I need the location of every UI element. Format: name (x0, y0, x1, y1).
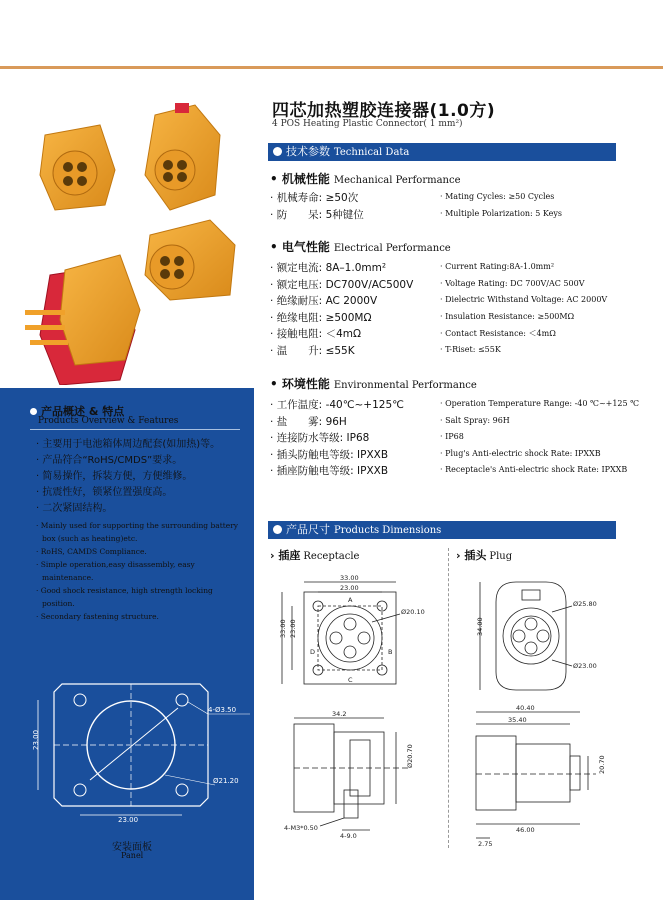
p-width2-label: 35.40 (508, 716, 527, 724)
list-item: · Secondary fastening structure. (36, 612, 159, 621)
pos-d-label: D (310, 648, 316, 656)
list-item: · RoHS, CAMDS Compliance. (36, 547, 147, 556)
p-width3-label: 46.00 (516, 826, 535, 834)
electrical-rows (270, 260, 630, 360)
overview-list (36, 437, 240, 623)
r-gap-label: 4-9.0 (340, 832, 357, 840)
list-item: · Simple operation,easy disassembly, easy maintenance. (36, 560, 195, 582)
receptacle-photo (40, 125, 115, 210)
panel-drawing (20, 670, 250, 845)
product-photo (20, 95, 250, 385)
spec-row: · 插座防触电等级: IPXXB · Receptacle's Anti-electric shock Rate: IPXXB (270, 465, 628, 478)
pos-b-label: B (388, 648, 393, 656)
receptacle-side-drawing (280, 710, 440, 840)
list-item: · Good shock resistance, high strength locking position. (36, 586, 213, 608)
spec-row: · 接触电阻: ＜4mΩ · Contact Resistance: ＜4mΩ (270, 328, 556, 341)
r-height-outer-label: 33.00 (279, 619, 287, 638)
overview-subtitle: Products Overview & Features (38, 416, 179, 426)
r-height-inner-label: 23.00 (289, 619, 297, 638)
panel-dia-label: Ø21.20 (213, 777, 239, 785)
p-small-label: 2.75 (478, 840, 493, 848)
electrical-heading: • 电气性能 Electrical Performance (270, 240, 451, 254)
spec-row: · 机械寿命: ≥50次 · Mating Cycles: ≥50 Cycles (270, 192, 555, 204)
spec-row: · 温 升: ≤55K · T-Riset: ≤55K (270, 344, 501, 357)
plug-side-photo (145, 220, 235, 300)
mechanical-rows (270, 190, 630, 223)
plug-photo (145, 103, 220, 210)
environmental-heading: • 环境性能 Environmental Performance (270, 377, 477, 391)
technical-data-bar: 技术参数 Technical Data (268, 143, 616, 161)
r-side-dia-label: Ø20.70 (406, 744, 414, 768)
spec-row: · 防 呆: 5种键位 · Multiple Polarization: 5 Keys (270, 208, 563, 221)
divider (30, 429, 240, 430)
bullet-icon (273, 525, 282, 534)
r-screw-label: 4-M3*0.50 (284, 824, 318, 832)
receptacle-seal-photo (25, 255, 140, 385)
page-subtitle: 4 POS Heating Plastic Connector( 1 mm²) (272, 119, 463, 129)
spec-row: · 盐 雾: 96H · Salt Spray: 96H (270, 415, 510, 428)
p-height-label: 34.00 (476, 617, 484, 636)
page-title: 四芯加热塑胶连接器(1.0方) (272, 101, 496, 121)
list-item: · 抗震性好，锁紧位置强度高。 (36, 487, 173, 498)
plug-side-drawing (456, 700, 636, 850)
bullet-icon (273, 147, 282, 156)
list-item: · 二次紧固结构。 (36, 503, 113, 514)
panel-width-label: 23.00 (118, 816, 139, 824)
environmental-rows (270, 397, 640, 480)
p-width1-label: 40.40 (516, 704, 535, 712)
plug-front-drawing (456, 572, 636, 702)
pos-a-label: A (348, 596, 353, 604)
top-banner (0, 0, 663, 69)
spec-row: · 绝缘耐压: AC 2000V · Dielectric Withstand Voltage: AC 2000V (270, 295, 608, 308)
spec-row: · 工作温度: -40℃~+125℃ · Operation Temperature Range: -40 ℃~+125 ℃ (270, 399, 640, 411)
panel-height-label: 23.00 (32, 729, 40, 750)
p-dia2-label: Ø23.00 (573, 662, 597, 670)
overview-title: 产品概述 & 特点 (30, 403, 124, 419)
spec-row: · 绝缘电阻: ≥500MΩ · Insulation Resistance: ≥500MΩ (270, 311, 575, 324)
panel-hole-label: 4-Ø3.50 (208, 706, 237, 714)
spec-row: · 额定电压: DC700V/AC500V · Voltage Rating: DC 700V/AC 500V (270, 278, 585, 291)
spec-row: · 连接防水等级: IP68 · IP68 (270, 432, 464, 445)
bullet-icon (30, 408, 37, 415)
r-dia-label: Ø20.10 (401, 608, 425, 616)
receptacle-front-drawing (268, 572, 448, 702)
receptacle-heading: › 插座 Receptacle (270, 549, 360, 562)
spec-row: · 插头防触电等级: IPXXB · Plug's Anti-electric shock Rate: IPXXB (270, 448, 601, 461)
mechanical-heading: • 机械性能 Mechanical Performance (270, 172, 461, 186)
list-item: · 简易操作，拆装方便，方便维修。 (36, 471, 193, 482)
list-item: · 主要用于电池箱体周边配套(如加热)等。 (36, 439, 221, 450)
list-item: · Mainly used for supporting the surrounding battery box (such as heating)etc. (36, 521, 239, 543)
spec-row: · 额定电流: 8A–1.0mm² · Current Rating:8A-1.0mm² (270, 262, 555, 274)
r-width-outer-label: 33.00 (340, 574, 359, 582)
plug-heading: › 插头 Plug (456, 549, 513, 562)
pos-c-label: C (348, 676, 353, 684)
dimensions-bar: 产品尺寸 Products Dimensions (268, 521, 616, 539)
dimension-divider (448, 548, 449, 848)
panel-caption: 安装面板 (112, 842, 152, 853)
r-width-inner-label: 23.00 (340, 584, 359, 592)
list-item: · 产品符合“RoHS/CMDS”要求。 (36, 455, 183, 466)
p-dia1-label: Ø25.80 (573, 600, 597, 608)
panel-caption-en: Panel (121, 851, 144, 860)
p-side-h-label: 20.70 (598, 755, 606, 774)
r-length-label: 34.2 (332, 710, 347, 718)
